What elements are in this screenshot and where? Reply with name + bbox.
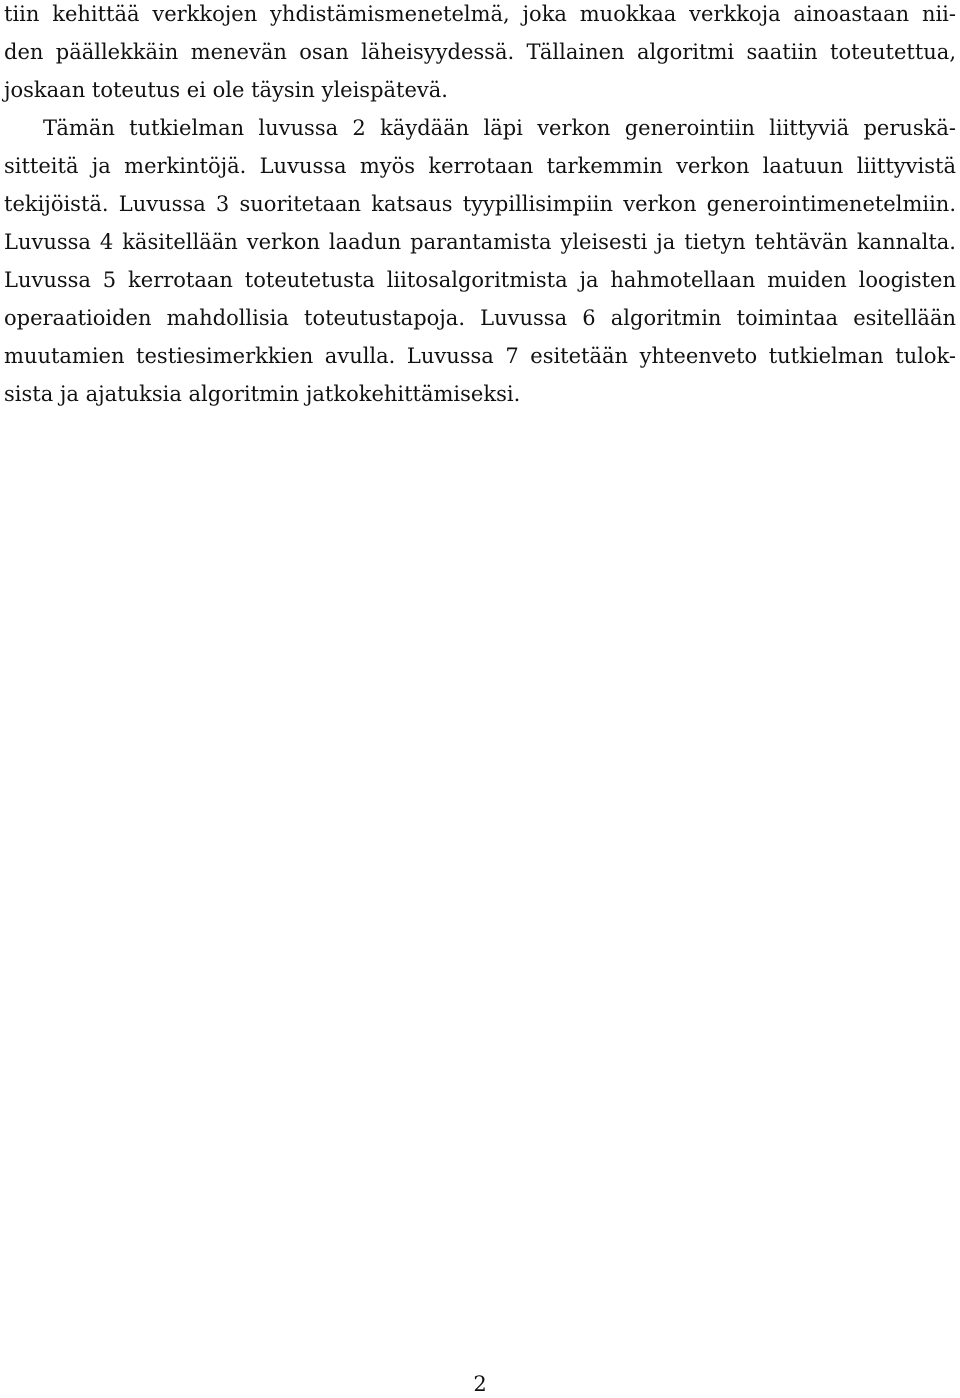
text-line: operaatioiden mahdollisia toteutustapoja. Luvussa 6 algoritmin toimintaa esitellään — [4, 306, 956, 330]
body-text — [4, 0, 956, 413]
text-line: Luvussa 4 käsitellään verkon laadun parantamista yleisesti ja tietyn tehtävän kannalta. — [4, 230, 956, 254]
text-line: muutamien testiesimerkkien avulla. Luvussa 7 esitetään yhteenveto tutkielman tulok- — [4, 344, 956, 368]
text-line: den päällekkäin menevän osan läheisyydessä. Tällainen algoritmi saatiin toteutettua, — [4, 40, 956, 64]
text-line: Tämän tutkielman luvussa 2 käydään läpi verkon generointiin liittyviä peruskä- — [43, 116, 956, 140]
text-line: tekijöistä. Luvussa 3 suoritetaan katsaus tyypillisimpiin verkon generointimenetelmiin. — [4, 192, 956, 216]
text-line: sista ja ajatuksia algoritmin jatkokehittämiseksi. — [4, 382, 521, 406]
page-number: 2 — [473, 1372, 487, 1396]
text-line: sitteitä ja merkintöjä. Luvussa myös kerrotaan tarkemmin verkon laatuun liittyvistä — [4, 154, 956, 178]
text-line: Luvussa 5 kerrotaan toteutetusta liitosalgoritmista ja hahmotellaan muiden loogisten — [4, 268, 956, 292]
text-line: joskaan toteutus ei ole täysin yleispätevä. — [4, 78, 448, 102]
text-line: tiin kehittää verkkojen yhdistämismenetelmä, joka muokkaa verkkoja ainoastaan nii- — [4, 2, 956, 26]
